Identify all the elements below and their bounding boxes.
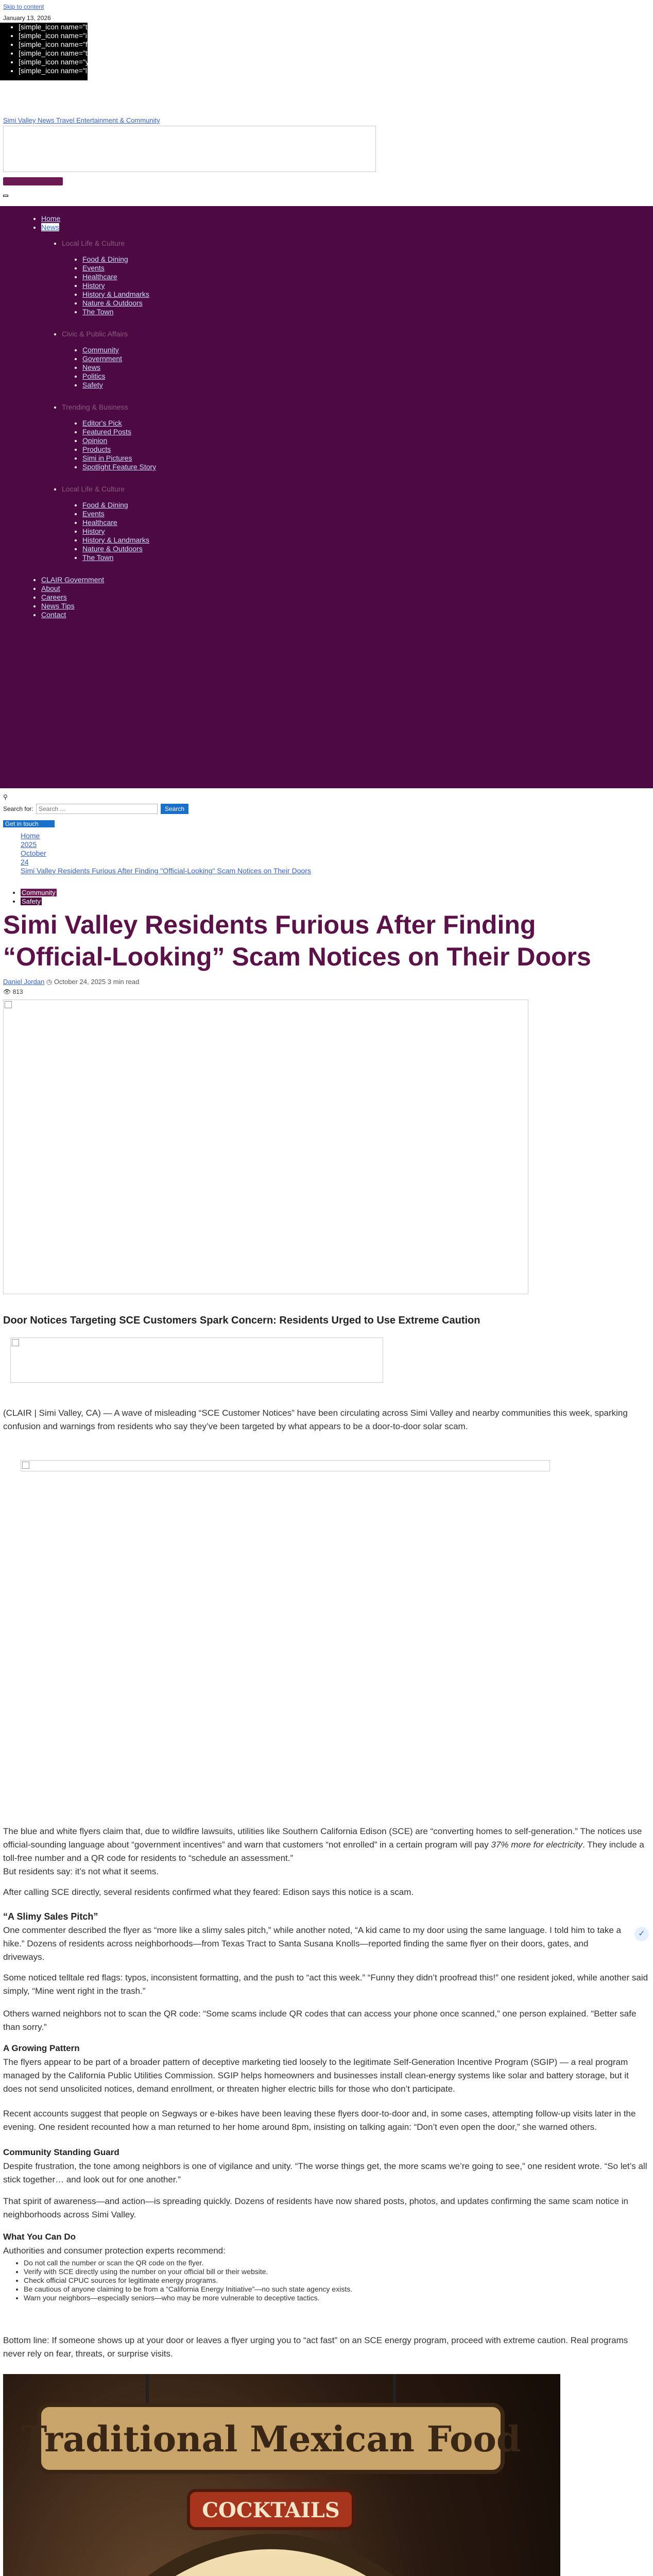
nav-subitem	[82, 454, 156, 463]
featured-image	[3, 999, 528, 1294]
author-link[interactable]: Daniel Jordan	[3, 978, 45, 986]
contact-button[interactable]: Get in touch	[3, 820, 55, 827]
nav-subitem	[82, 381, 156, 389]
clock-icon: ◷	[46, 978, 53, 986]
nav-subitem	[82, 436, 156, 445]
nav-subitem-link[interactable]: News	[82, 363, 101, 371]
nav-subitem	[82, 445, 156, 454]
nav-subitem-link[interactable]: Nature & Outdoors	[82, 545, 143, 553]
nav-group-label[interactable]: Civic & Public Affairs	[62, 330, 128, 338]
nav-subitem-link[interactable]: Healthcare	[82, 273, 117, 281]
nav-item-news-link[interactable]: News	[41, 223, 60, 231]
heading-community-guard: Community Standing Guard	[3, 2147, 119, 2157]
tip-item: • Do not call the number or scan the QR code on the flyer.	[24, 2259, 642, 2267]
broken-image-icon	[22, 1462, 29, 1469]
social-item[interactable]	[19, 23, 209, 31]
social-shortcode: [simple_icon name="tiktok"]	[19, 23, 107, 31]
nav-group-label[interactable]: Local Life & Culture	[62, 485, 125, 493]
nav-item-home-link[interactable]: Home	[41, 214, 61, 223]
social-shortcode: [simple_icon name="linkedin"]	[19, 66, 115, 75]
sign-line2: COCKTAILS	[202, 2498, 340, 2522]
nav-subitem	[82, 463, 156, 471]
nav-subitem-link[interactable]: Spotlight Feature Story	[82, 463, 157, 471]
breadcrumb-item	[21, 840, 311, 849]
nav-subitem	[82, 553, 156, 562]
nav-subitem	[82, 363, 156, 372]
social-item[interactable]	[19, 40, 209, 49]
nav-subitem	[82, 273, 156, 281]
search-label: Search for:	[3, 805, 33, 812]
nav-item-link[interactable]: CLAIR Government	[41, 575, 105, 584]
tip-item: • Be cautious of anyone claiming to be from a “California Energy Initiative”—no such state agency exists.	[24, 2285, 642, 2294]
nav-subitem	[82, 510, 156, 518]
tip-item: • Verify with SCE directly using the number on your official bill or their website.	[24, 2267, 642, 2276]
nav-subitem	[82, 281, 156, 290]
paragraph-flyers: The blue and white flyers claim that, due to wildfire lawsuits, utilities like Southern California Edison (SCE) are “converting homes to self-generation.” The notices use official-sounding language about “government incentives” and warn that customers “not enrolled” in a certain program will pay 37% more for electricity. They include a toll-free number and a QR code for residents to “schedule an assessment.”	[3, 1826, 644, 1863]
nav-subitem-link[interactable]: History & Landmarks	[82, 536, 149, 544]
nav-subitem	[82, 255, 156, 264]
nav-item-link[interactable]: Careers	[41, 593, 67, 601]
nav-subitem-link[interactable]: The Town	[82, 308, 114, 316]
site-logo-image	[3, 126, 376, 172]
paragraph-sce-confirm: After calling SCE directly, several residents confirmed what they feared: Edison says this notice is a scam.	[3, 1887, 414, 1897]
breadcrumb-item	[21, 867, 311, 875]
tip-item: • Check official CPUC sources for legitimate energy programs.	[24, 2276, 642, 2285]
nav-item-home	[41, 214, 156, 223]
nav-subitem-link[interactable]: Healthcare	[82, 518, 117, 527]
nav-subitem-link[interactable]: History	[82, 281, 105, 290]
nav-subitem	[82, 372, 156, 381]
nav-item	[41, 611, 156, 619]
nav-group	[62, 485, 156, 562]
paragraph-sgip: The flyers appear to be part of a broader pattern of deceptive marketing tied loosely to the legitimate Self-Generation Incentive Program (SGIP) — a real program managed by the California Public Utilities Commission. SGIP helps homeowners and businesses install clean-energy systems like solar and battery storage, but it does not send unsolicited notices, demand enrollment, or threaten higher electric bills for those who don’t participate.	[3, 2057, 629, 2094]
nav-subitem-link[interactable]: Opinion	[82, 436, 108, 445]
nav-subitem-link[interactable]: Community	[82, 346, 119, 354]
nav-subitem	[82, 308, 156, 316]
nav-subitem-link[interactable]: Simi in Pictures	[82, 454, 132, 462]
breadcrumb-item-link[interactable]: Home	[21, 832, 40, 840]
nav-item	[41, 602, 156, 611]
social-item[interactable]	[19, 31, 209, 40]
nav-item	[41, 593, 156, 602]
nav-subitem-link[interactable]: Editor's Pick	[82, 419, 122, 427]
nav-subitem-link[interactable]: Safety	[82, 381, 103, 389]
paragraph-vigilance: Despite frustration, the tone among neighbors is one of vigilance and unity. “The worse things get, the more scams we’re going to see,” one resident wrote. “So let’s all stick together… and look out for one another.”	[3, 2161, 647, 2184]
paragraph-not-what-seems: But residents say: it’s not what it seems.	[3, 1867, 159, 1876]
breadcrumb-item	[21, 832, 311, 840]
article-subheading: Door Notices Targeting SCE Customers Spark Concern: Residents Urged to Use Extreme Caution	[3, 1315, 480, 1326]
nav-subitem-link[interactable]: Government	[82, 354, 123, 363]
paragraph-awareness: That spirit of awareness—and action—is spreading quickly. Dozens of residents have now shared posts, photos, and updates confirming the same scam notice in neighborhoods across Simi Valley.	[3, 2196, 628, 2219]
nav-subitem-link[interactable]: History & Landmarks	[82, 290, 149, 298]
search-form	[3, 804, 261, 815]
tip-item: • Warn your neighbors—especially seniors—who may be more vulnerable to deceptive tactics.	[24, 2294, 642, 2302]
search-button[interactable]: Search	[161, 804, 188, 814]
nav-group	[62, 403, 156, 471]
nav-subitem-link[interactable]: Nature & Outdoors	[82, 299, 143, 307]
breadcrumb-item	[21, 858, 311, 867]
broken-image-icon	[5, 1001, 12, 1008]
social-item[interactable]	[19, 66, 209, 75]
social-shortcode: [simple_icon name="twitter"]	[19, 49, 110, 57]
inline-image-2	[21, 1460, 550, 1471]
breadcrumb-item-link[interactable]: 2025	[21, 840, 37, 849]
nav-subitem	[82, 299, 156, 308]
social-shortcode: [simple_icon name="facebook"]	[19, 40, 119, 48]
nav-subitem	[82, 354, 156, 363]
search-icon[interactable]: ⚲	[3, 793, 8, 801]
category-tag	[21, 888, 57, 897]
emphasis-text: 37% more for electricity	[491, 1840, 583, 1850]
chat-bubble-icon[interactable]: ✓	[634, 1927, 649, 1941]
nav-item	[41, 575, 156, 584]
nav-item-news	[41, 223, 156, 562]
nav-subitem-link[interactable]: Food & Dining	[82, 501, 128, 509]
paragraph-intro: (CLAIR | Simi Valley, CA) — A wave of misleading “SCE Customer Notices” have been circulating across Simi Valley and nearby communities this week, sparking confusion and warnings from residents who say they’ve been targeted by what appears to be a door-to-door solar scam.	[3, 1408, 628, 1431]
heading-slimy-pitch: “A Slimy Sales Pitch”	[3, 1911, 98, 1922]
paragraph-recommend: Authorities and consumer protection experts recommend:	[3, 2246, 226, 2256]
heading-what-you-can-do: What You Can Do	[3, 2232, 76, 2242]
main-navigation	[0, 206, 653, 788]
paragraph-commenter: One commenter described the flyer as “more like a slimy sales pitch,” while another noted, “A kid came to my door using the same language. I told him to take a hike.” Dozens of residents across neighborhoods—from Texas Tract to Santa Susana Knolls—reported finding the same flyer on their doors, gates, and driveways.	[3, 1925, 622, 1962]
nav-item-link[interactable]: About	[41, 584, 60, 592]
menu-icon	[3, 195, 8, 197]
breadcrumb-item-link[interactable]: 24	[21, 858, 29, 866]
social-item[interactable]	[19, 58, 209, 66]
inline-image	[10, 1337, 383, 1383]
nav-subitem	[82, 527, 156, 536]
article-title: Simi Valley Residents Furious After Finding “Official-Looking” Scam Notices on Their Doors	[3, 910, 591, 971]
nav-subitem	[82, 264, 156, 273]
broken-image-icon	[12, 1339, 19, 1346]
paragraph-qr-warning: Others warned neighbors not to scan the QR code: “Some scams include QR codes that can access your phone once scanned,” one person explained. “Better safe than sorry.”	[3, 2009, 637, 2032]
sign-illustration	[3, 2374, 560, 2576]
nav-subitem	[82, 428, 156, 436]
nav-subitem-link[interactable]: The Town	[82, 553, 114, 562]
read-time: 3 min read	[107, 978, 140, 986]
restaurant-sign-photo	[3, 2374, 560, 2576]
nav-group-label[interactable]: Trending & Business	[62, 403, 128, 411]
eye-icon: 👁	[3, 988, 11, 995]
nav-subitem	[82, 501, 156, 510]
nav-subitem	[82, 290, 156, 299]
nav-item	[41, 584, 156, 593]
skip-to-content-link[interactable]: Skip to content	[3, 3, 44, 10]
nav-item-link[interactable]: Contact	[41, 611, 66, 619]
sign-line1: Traditional Mexican Food	[21, 2419, 521, 2460]
breadcrumb-item-link[interactable]: Simi Valley Residents Furious After Finding "Official-Looking" Scam Notices on Their Doors	[21, 867, 311, 875]
social-shortcode: [simple_icon name="youtube"]	[19, 58, 116, 66]
nav-subitem-link[interactable]: Products	[82, 445, 111, 453]
breadcrumb-item-link[interactable]: October	[21, 849, 46, 857]
nav-subitem-link[interactable]: Food & Dining	[82, 255, 128, 263]
nav-group-label[interactable]: Local Life & Culture	[62, 239, 125, 247]
site-logo-link[interactable]: Simi Valley News Travel Entertainment & Community	[3, 116, 160, 124]
search-input[interactable]	[36, 804, 158, 814]
paragraph-bottom-line: Bottom line: If someone shows up at your door or leaves a flyer urging you to “act fast” on an SCE energy program, proceed with extreme caution. Real programs never rely on fear, threats, or surprise visits.	[3, 2335, 628, 2359]
header-date: January 13, 2026	[3, 14, 51, 22]
category-tag-link[interactable]: Community	[22, 889, 56, 896]
social-links	[3, 23, 209, 75]
nav-subitem	[82, 545, 156, 553]
article-meta	[3, 978, 139, 986]
nav-subitem	[82, 518, 156, 527]
nav-group	[62, 239, 156, 316]
category-tag	[21, 897, 57, 906]
social-shortcode: [simple_icon name="instagram"]	[19, 31, 122, 40]
paragraph-segways: Recent accounts suggest that people on Segways or e-bikes have been leaving these flyers door-to-door and, in some cases, attempting follow-up visits later in the evening. One resident recounted how a man returned to her home around 8pm, insisting on talking again: “Don’t even open the door,” she warned others.	[3, 2109, 636, 2132]
nav-subitem-link[interactable]: Events	[82, 264, 105, 272]
menu-toggle-button[interactable]	[3, 177, 63, 185]
nav-group	[62, 330, 156, 389]
social-item[interactable]	[19, 49, 209, 58]
category-tag-link[interactable]: Safety	[22, 897, 41, 905]
article-date: October 24, 2025	[54, 978, 106, 986]
nav-subitem-link[interactable]: Featured Posts	[82, 428, 131, 436]
nav-subitem-link[interactable]: History	[82, 527, 105, 535]
heading-growing-pattern: A Growing Pattern	[3, 2043, 80, 2053]
nav-subitem-link[interactable]: Events	[82, 510, 105, 518]
nav-subitem	[82, 536, 156, 545]
nav-subitem	[82, 419, 156, 428]
nav-subitem	[82, 346, 156, 354]
views-count: 👁 813	[3, 988, 23, 995]
breadcrumb-item	[21, 849, 311, 858]
nav-subitem-link[interactable]: Politics	[82, 372, 106, 380]
paragraph-red-flags: Some noticed telltale red flags: typos, inconsistent formatting, and the push to “act this week.” “Funny they didn’t proofread this!” one resident joked, while another said simply, “Mine went right in the trash.”	[3, 1973, 648, 1996]
tips-list	[3, 2259, 642, 2302]
category-list	[21, 888, 57, 906]
nav-item-link[interactable]: News Tips	[41, 602, 75, 610]
breadcrumb	[21, 832, 311, 875]
